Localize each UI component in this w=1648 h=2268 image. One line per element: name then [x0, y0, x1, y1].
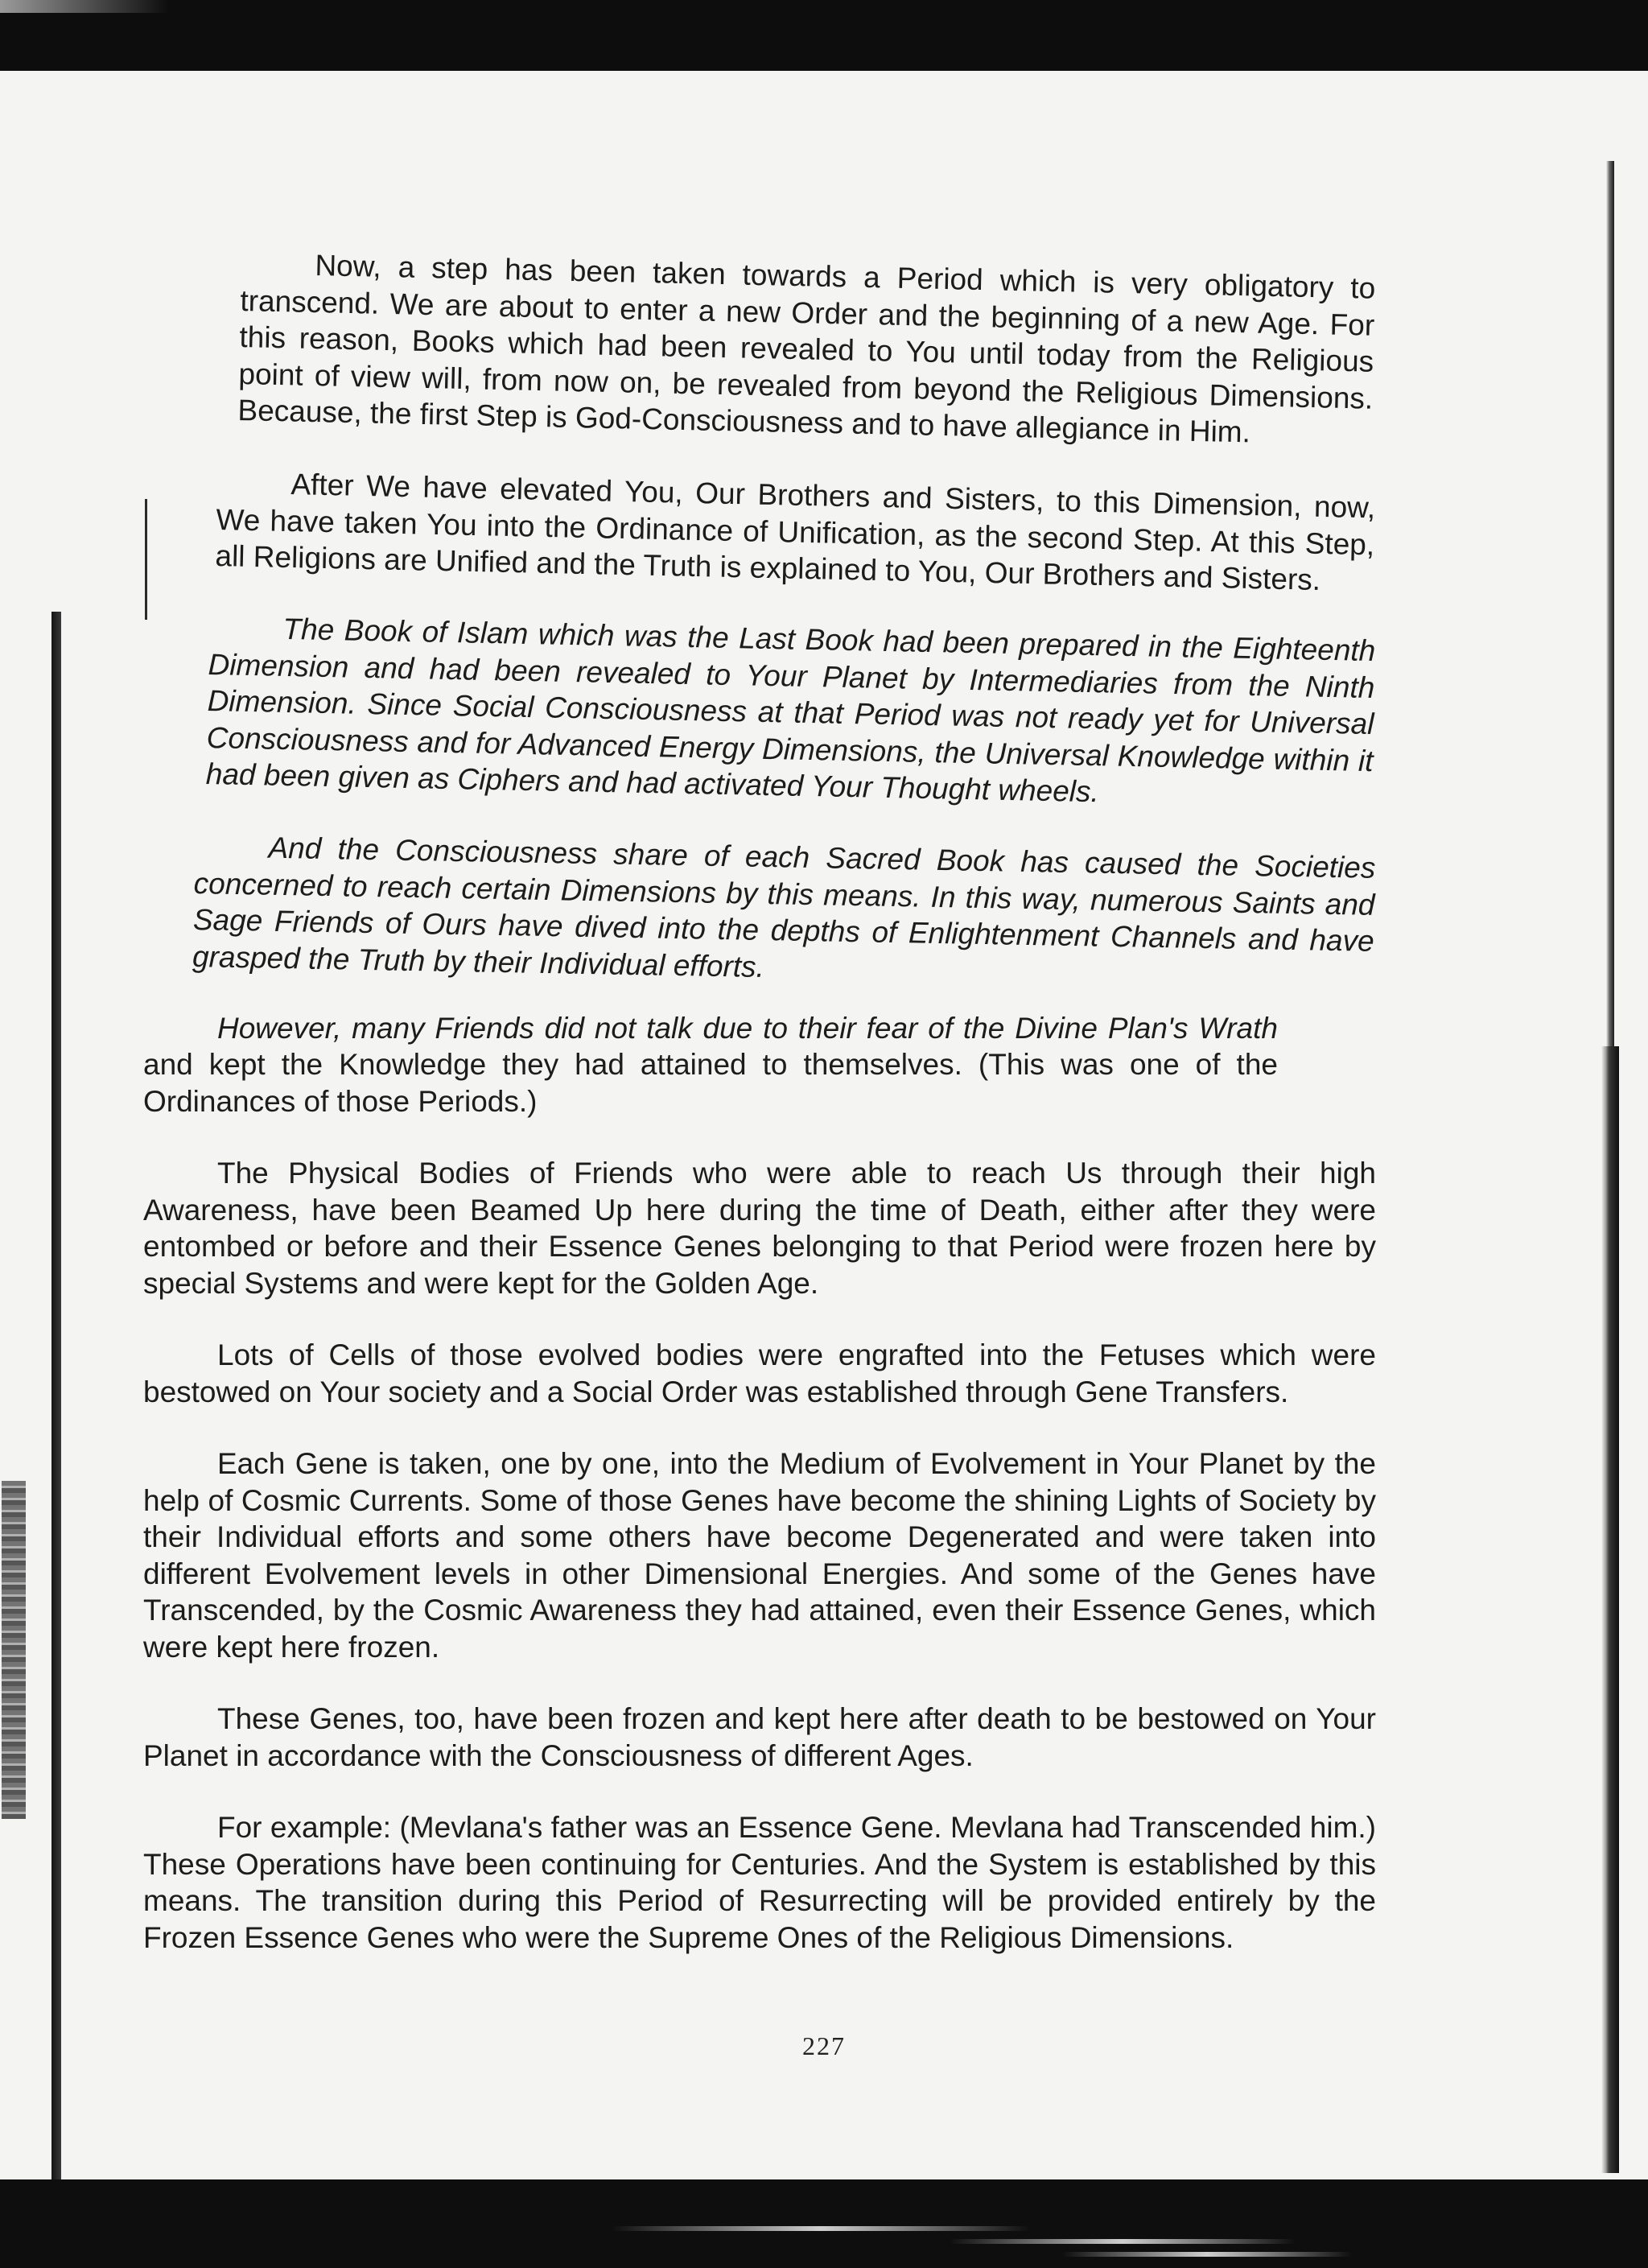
scan-streak [612, 2226, 1030, 2231]
paragraph-6: The Physical Bodies of Friends who were able to reach Us through their high Awareness, have been Beamed Up here during the time of Death, either after they were entombed or before and their Essence Genes belonging to that Period were frozen here by special Systems and were kept for the Golden Age. [143, 1157, 1376, 1300]
page-number: 227 [802, 2031, 846, 2060]
paragraph-4: And the Consciousness share of each Sacred Book has caused the Societies concerned to reach certain Dimensions by this means. In this way, numerous Saints and Sage Friends of Ours have dived into the depths of Enlightenment Channels and have grasped the Truth by their Individual efforts. [192, 831, 1376, 983]
scan-binding-shadow [145, 499, 147, 620]
paragraph-1: Now, a step has been taken towards a Period which is very obligatory to transcend. We are about to enter a new Order and the beginning of a new Age. For this reason, Books which had been revealed to You until today from the Religious point of view will, from now on, be revealed from beyond the Religious Dimensions. Because, the first Step is God-Consciousness and to have allegiance in Him. [237, 249, 1376, 449]
paragraph-10: For example: (Mevlana's father was an Essence Gene. Mevlana had Transcended him.) These Operations have been continuing for Centuries. And the System is established by this means. The transition during this Period of Resurrecting will be provided entirely by the Frozen Essence Genes who were the Supreme Ones of the Religious Dimensions. [143, 1811, 1376, 1954]
scan-streak [1062, 2252, 1352, 2257]
scan-streak [950, 2239, 1296, 2244]
paragraph-8: Each Gene is taken, one by one, into the Medium of Evolvement in Your Planet by the help of Cosmic Currents. Some of those Genes have become the shining Lights of Society by their Individual efforts and some others have become Degenerated and were taken into different Evolvement levels in other Dimensional Energies. And some of the Genes have Transcended, by the Cosmic Awareness they had attained, even their Essence Genes, which were kept here frozen. [143, 1447, 1376, 1664]
page-body [143, 245, 1376, 1956]
paragraph-5-italic-lead: However, many Friends did not talk due to their fear of the Divine Plan's Wrath [217, 1011, 1278, 1045]
scan-edge-artifact [2, 1481, 26, 1819]
paragraph-9: These Genes, too, have been frozen and kept here after death to be bestowed on Your Planet in accordance with the Consciousness of different Ages. [143, 1702, 1376, 1772]
paragraph-7: Lots of Cells of those evolved bodies were engrafted into the Fetuses which were bestowed on Your society and a Social Order was established through Gene Transfers. [143, 1338, 1376, 1408]
scan-right-shadow [1601, 1046, 1619, 2173]
scan-binding-edge [52, 612, 61, 2181]
paragraph-3: The Book of Islam which was the Last Book had been prepared in the Eighteenth Dimension and had been revealed to Your Planet by Intermediaries from the Ninth Dimension. Since Social Consciousness at that Period was not ready yet for Universal Consciousness and for Advanced Energy Dimensions, the Universal Knowledge within it had been given as Ciphers and had activated Your Thought wheels. [205, 612, 1376, 809]
scan-top-border [0, 0, 1648, 71]
scan-bottom-border [0, 2179, 1648, 2268]
paragraph-2: After We have elevated You, Our Brothers and Sisters, to this Dimension, now, We have taken You into the Ordinance of Unification, as the second Step. At this Step, all Religions are Unified and the Truth is explained to You, Our Brothers and Sisters. [215, 467, 1376, 596]
paragraph-5: However, many Friends did not talk due to their fear of the Divine Plan's Wrath and kept the Knowledge they had attained to themselves. (This was one of the Ordinances of those Periods.) [143, 1011, 1278, 1118]
